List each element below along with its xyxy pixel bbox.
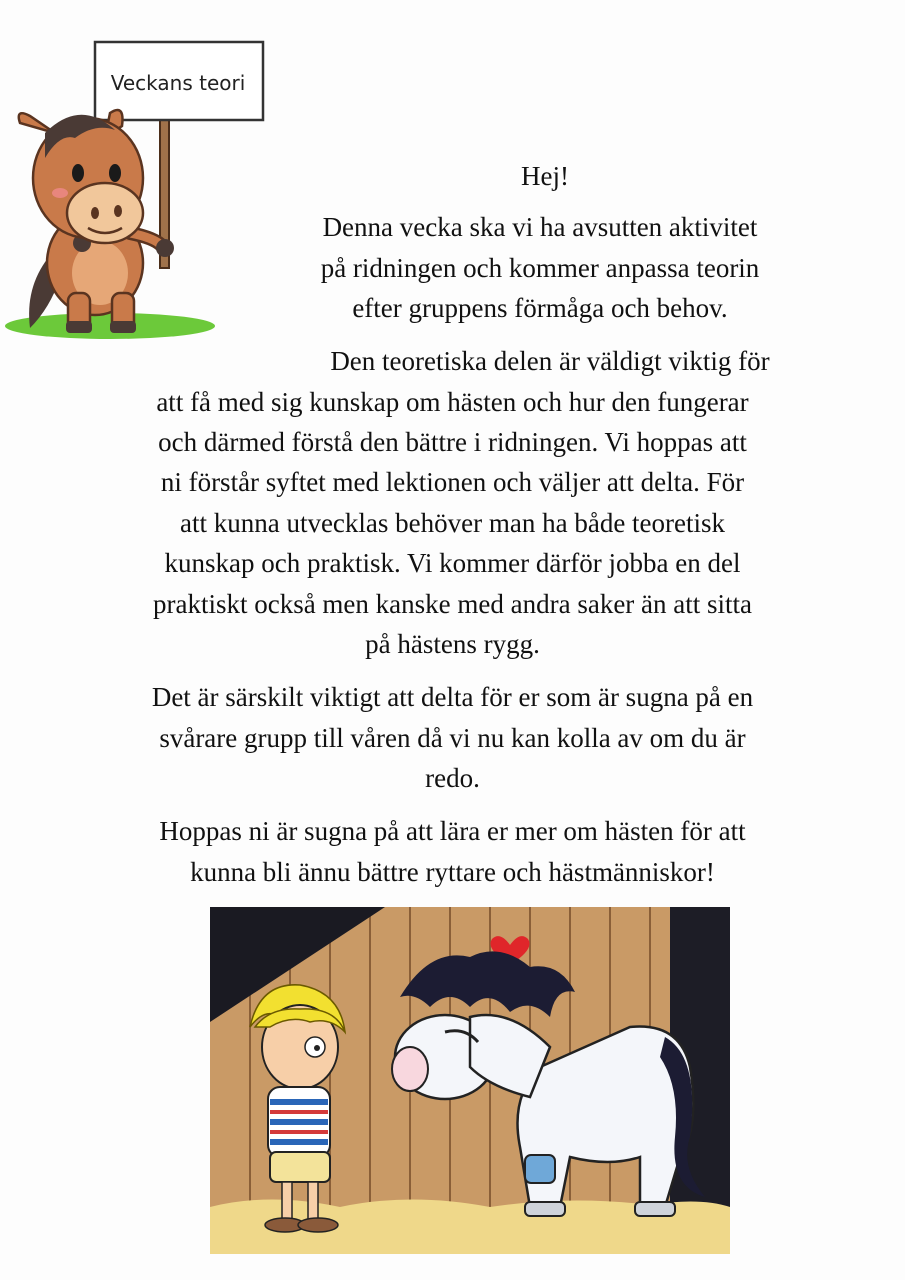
text-line: praktiskt också men kanske med andra saker än att sitta (152, 589, 753, 619)
pony-nostril (114, 205, 122, 217)
pony-mascot-illustration (0, 38, 270, 343)
text-line: på ridningen och kommer anpassa teorin (320, 253, 760, 283)
pony-eye-right (109, 164, 121, 182)
greeting: Hej! (521, 161, 569, 191)
text-line: Denna vecka ska vi ha avsutten aktivitet (322, 212, 758, 242)
pony-eye-left (72, 164, 84, 182)
text-line: redo. (425, 763, 480, 793)
text-line: Den teoretiska delen är väldigt viktig för (330, 346, 770, 376)
pony-nostril (91, 207, 99, 219)
pony-leg-wrap (525, 1155, 555, 1183)
text-line: kunskap och praktisk. Vi kommer därför jobba en del (164, 548, 741, 578)
pony-hoof-right (110, 321, 136, 333)
text-line: svårare grupp till våren då vi nu kan kolla av om du är (159, 723, 746, 753)
text-line: och därmed förstå den bättre i ridningen. Vi hoppas att (158, 427, 747, 457)
pony-hoof-left (66, 321, 92, 333)
text-line: efter gruppens förmåga och behov. (352, 293, 728, 323)
text-line: på hästens rygg. (365, 629, 540, 659)
pony-cheek-blush (52, 188, 68, 198)
text-line: Det är särskilt viktigt att delta för er som är sugna på en (151, 682, 754, 712)
pony-lips (392, 1047, 428, 1091)
text-line: Hoppas ni är sugna på att lära er mer om hästen för att (159, 816, 746, 846)
pony-hoof-hand-right (156, 239, 174, 257)
text-line: att få med sig kunskap om hästen och hur den fungerar (156, 387, 749, 417)
boy-shorts (270, 1152, 330, 1182)
text-line: kunna bli ännu bättre ryttare och hästmänniskor! (190, 857, 715, 887)
sign-text: Veckans teori (110, 71, 246, 95)
text-line: att kunna utvecklas behöver man ha både teoretisk (179, 508, 726, 538)
stable-comic-illustration (210, 907, 730, 1254)
text-line: ni förstår syftet med lektionen och väljer att delta. För (160, 467, 745, 497)
